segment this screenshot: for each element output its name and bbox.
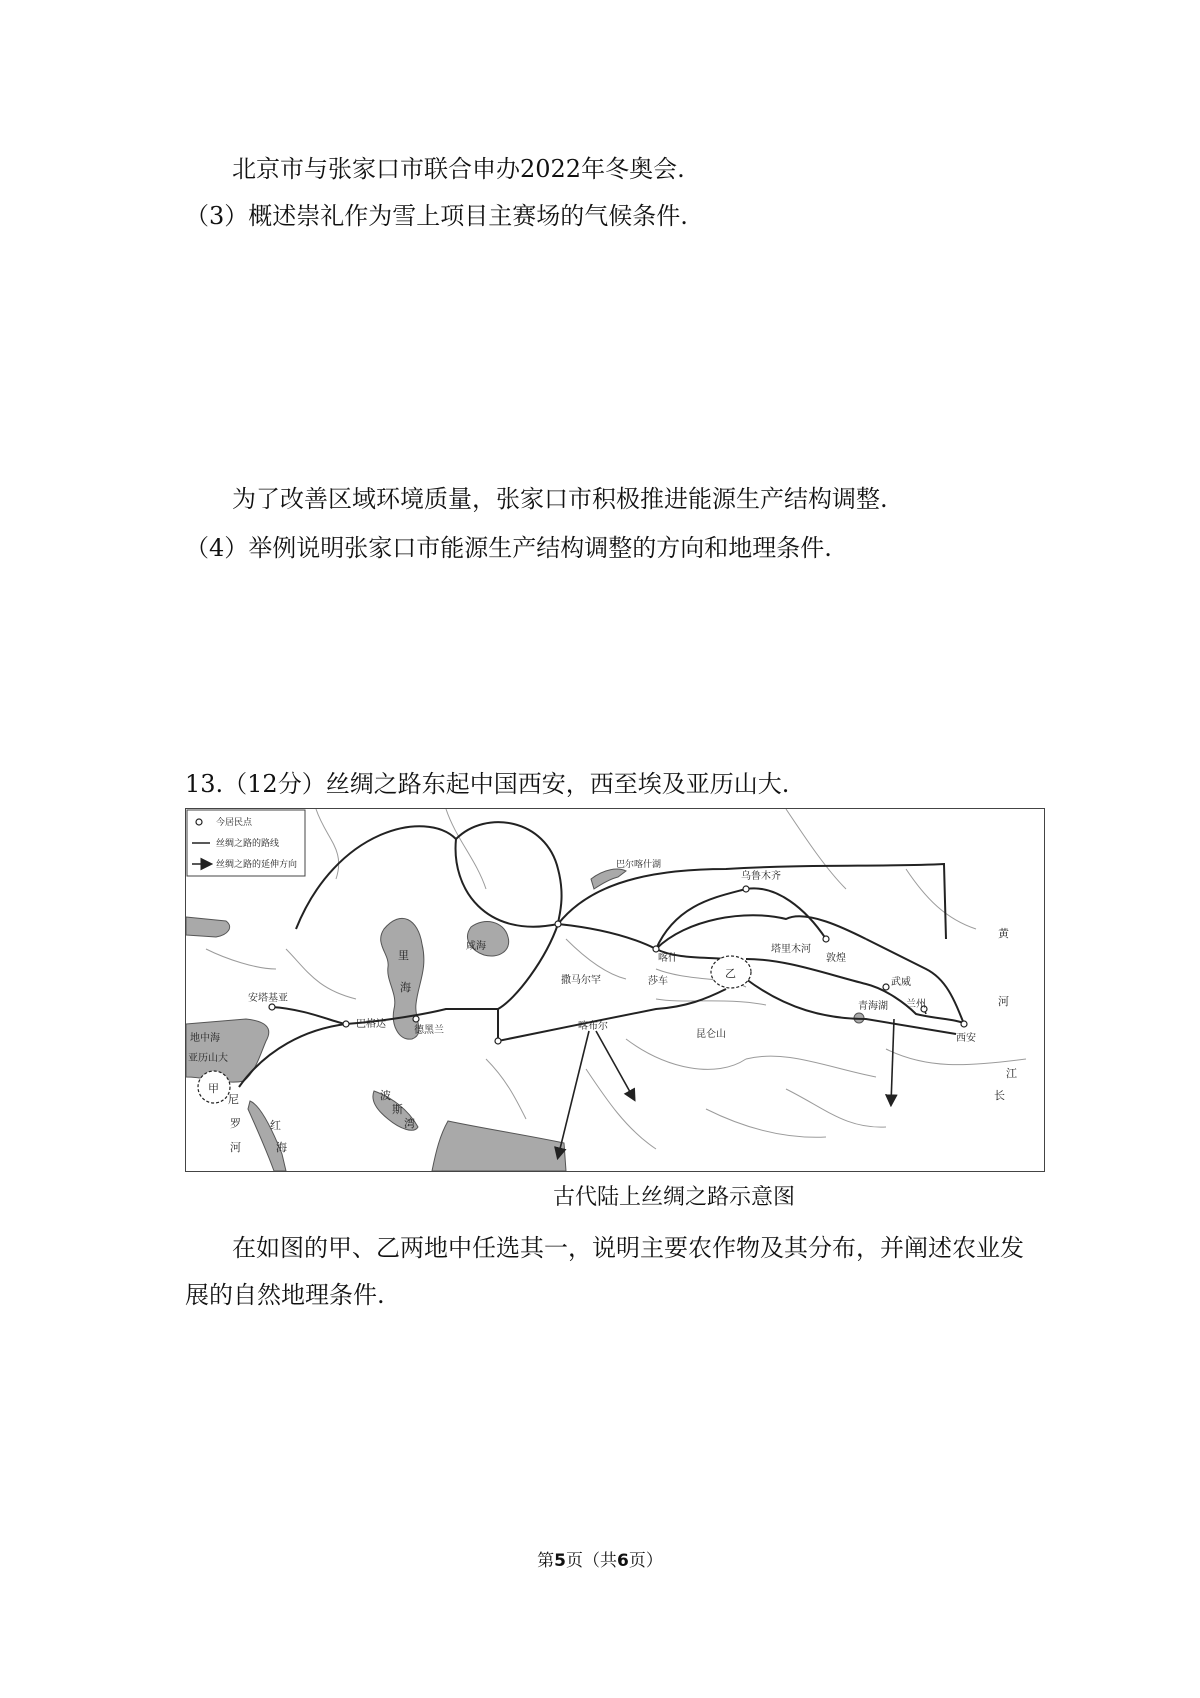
- question-13-task-line-1: 在如图的甲、乙两地中任选其一，说明主要农作物及其分布，并阐述农业发: [232, 1234, 1024, 1262]
- footer-prefix: 第: [537, 1551, 555, 1571]
- site-urumqi: [743, 886, 749, 892]
- label-baghdad: 巴格达: [356, 1019, 386, 1030]
- label-aral-sea: 咸海: [466, 941, 486, 952]
- label-dunhuang: 敦煌: [826, 953, 846, 964]
- legend-route-label: 丝绸之路的路线: [216, 839, 280, 849]
- footer-middle: 页（共: [566, 1551, 617, 1571]
- label-red-sea-1: 红: [270, 1119, 281, 1132]
- label-nile-2: 罗: [230, 1117, 241, 1130]
- question-13-task-line-2: 展的自然地理条件.: [185, 1281, 385, 1309]
- label-red-sea-2: 海: [276, 1141, 287, 1154]
- legend-site-label: 今居民点: [216, 818, 253, 828]
- red-sea: [248, 1101, 286, 1171]
- route-south: [498, 989, 726, 1041]
- label-qinghai-lake: 青海湖: [858, 1001, 888, 1012]
- route-antioch: [272, 1007, 346, 1024]
- label-nile-3: 河: [230, 1141, 241, 1154]
- mediterranean-sea: [186, 1019, 269, 1082]
- label-gulf-1: 波: [380, 1089, 391, 1102]
- footer-page-number: 5: [554, 1551, 566, 1571]
- label-yangtze-1: 江: [1006, 1067, 1017, 1080]
- site-baghdad: [343, 1021, 349, 1027]
- site-tehran: [413, 1016, 419, 1022]
- site-antioch: [269, 1004, 275, 1010]
- label-tehran: 德黑兰: [414, 1025, 444, 1036]
- label-caspian-1: 里: [398, 949, 409, 962]
- route-north-arc: [296, 822, 562, 929]
- site-kashgar: [653, 946, 659, 952]
- label-caspian-2: 海: [400, 981, 411, 994]
- label-kabul: 喀布尔: [578, 1021, 608, 1032]
- site-xian: [961, 1021, 967, 1027]
- page-footer: [0, 1546, 1200, 1571]
- route-central: [558, 924, 726, 959]
- label-alexandria: 亚历山大: [188, 1053, 228, 1064]
- label-yangtze-2: 长: [994, 1089, 1005, 1102]
- silk-road-map-svg: [186, 809, 1044, 1171]
- label-tarim: 塔里木河: [771, 944, 811, 955]
- footer-suffix: 页）: [628, 1551, 663, 1571]
- balkhash-lake: [591, 869, 626, 889]
- label-nile-1: 尼: [228, 1093, 239, 1106]
- arabian-sea: [432, 1121, 566, 1171]
- footer-total-pages: 6: [617, 1551, 629, 1571]
- label-wuwei: 武威: [891, 977, 911, 988]
- question-13: 13.（12分）丝绸之路东起中国西安，西至埃及亚历山大.: [185, 770, 790, 798]
- site-samarkand: [555, 921, 561, 927]
- route-tarim-loop: [656, 888, 826, 949]
- label-xian: 西安: [956, 1033, 976, 1044]
- label-samarkand: 撒马尔罕: [561, 975, 601, 986]
- label-urumqi: 乌鲁木齐: [741, 871, 781, 882]
- legend-extension-label: 丝绸之路的延伸方向: [216, 860, 298, 870]
- question-4: （4）举例说明张家口市能源生产结构调整的方向和地理条件.: [185, 534, 832, 562]
- extension-arrow-lanzhou: [891, 1019, 894, 1104]
- site-kabul: [495, 1038, 501, 1044]
- map-legend: [187, 810, 305, 876]
- label-yellow-1: 黄: [998, 927, 1009, 940]
- label-yarkand: 莎车: [648, 976, 668, 987]
- marker-jia-label: 甲: [208, 1082, 219, 1095]
- label-gulf-2: 斯: [392, 1103, 403, 1116]
- label-gulf-3: 湾: [404, 1117, 415, 1130]
- question-3: （3）概述崇礼作为雪上项目主赛场的气候条件.: [185, 202, 688, 230]
- map-caption: 古代陆上丝绸之路示意图: [553, 1185, 796, 1210]
- black-sea-top: [186, 917, 230, 937]
- intro-energy-text: 为了改善区域环境质量，张家口市积极推进能源生产结构调整.: [232, 485, 888, 513]
- label-kashgar: 喀什: [658, 953, 678, 964]
- label-kunlun: 昆仑山: [696, 1029, 726, 1040]
- intro-2022-text: 北京市与张家口市联合申办2022年冬奥会.: [232, 155, 685, 183]
- silk-road-map: [185, 808, 1045, 1172]
- label-lanzhou: 兰州: [906, 999, 926, 1010]
- label-yellow-2: 河: [998, 995, 1009, 1008]
- site-dunhuang: [823, 936, 829, 942]
- route-tarim-north: [656, 915, 866, 949]
- label-balkhash: 巴尔喀什湖: [616, 860, 662, 870]
- label-antioch: 安塔基亚: [248, 993, 288, 1004]
- marker-yi-label: 乙: [725, 967, 736, 980]
- extension-arrow-india: [558, 1031, 589, 1157]
- route-aral-loop: [456, 839, 558, 927]
- label-mediterranean: 地中海: [190, 1033, 220, 1044]
- site-wuwei: [883, 984, 889, 990]
